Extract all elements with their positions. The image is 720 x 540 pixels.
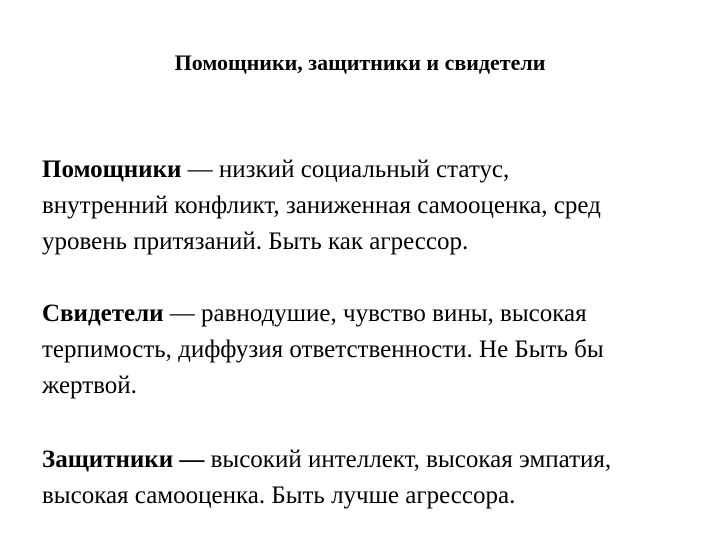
paragraph-witnesses (42, 296, 702, 404)
paragraph-line: терпимость, диффузия ответственности. Не Быть бы (42, 336, 604, 363)
paragraph-line: высокий интеллект, высокая эмпатия, (210, 446, 612, 473)
slide-title: Помощники, защитники и свидетели (174, 50, 546, 75)
paragraph-line: высокая самооценка. Быть лучше агрессора. (42, 482, 516, 509)
paragraph-line: внутренний конфликт, заниженная самооценка, сред (42, 192, 601, 219)
paragraph-line: уровень притязаний. Быть как агрессор. (42, 228, 469, 255)
term-helpers: Помощники (42, 156, 182, 183)
paragraph-line: жертвой. (42, 372, 137, 399)
slide-content (42, 152, 702, 514)
paragraph-line: низкий социальный статус, (218, 156, 510, 183)
term-protectors: Защитники — (42, 446, 205, 473)
term-witnesses: Свидетели (42, 300, 164, 327)
paragraph-helpers (42, 152, 702, 260)
paragraph-line: равнодушие, чувство вины, высокая (201, 300, 587, 327)
term-separator: — (181, 156, 219, 183)
term-separator: — (163, 300, 202, 327)
paragraph-protectors (42, 442, 702, 514)
